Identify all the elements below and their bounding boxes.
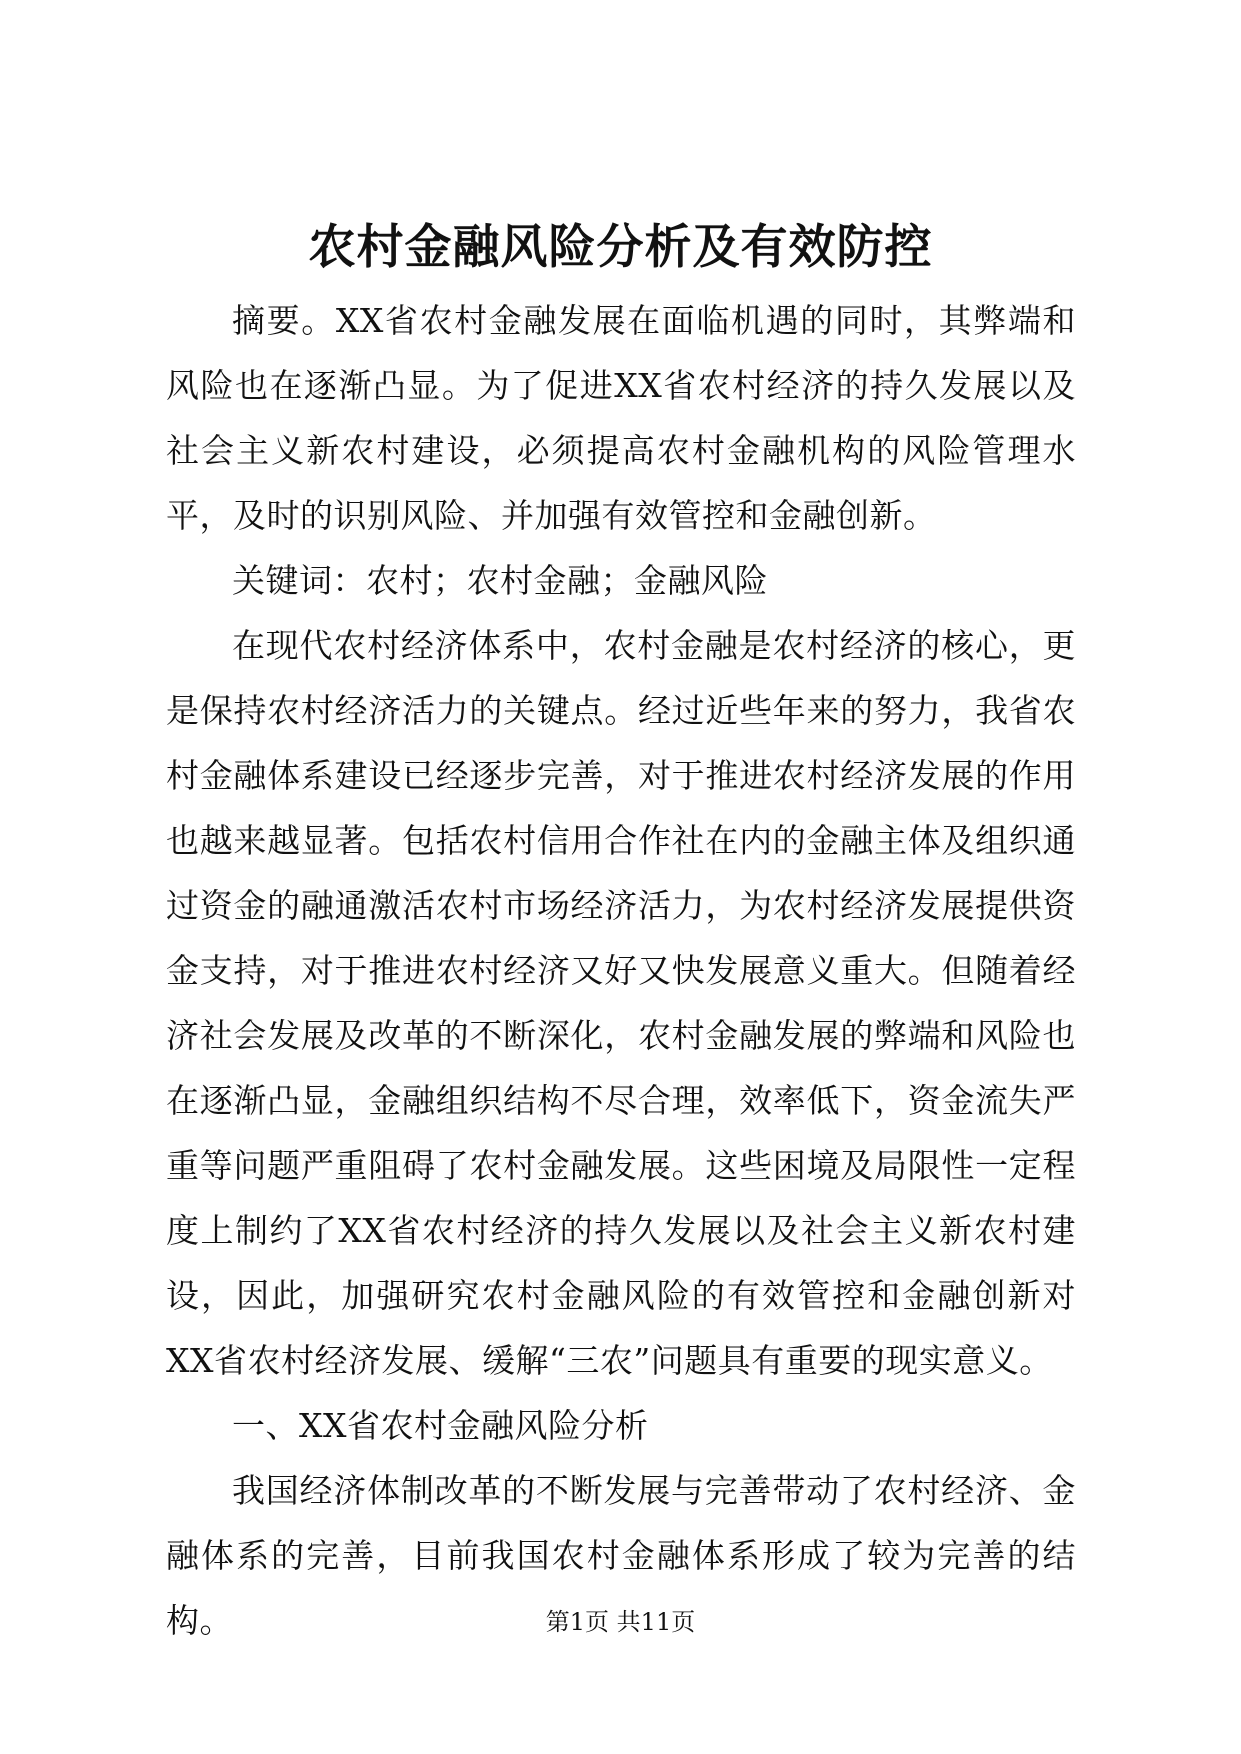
introduction-paragraph: 在现代农村经济体系中，农村金融是农村经济的核心，更是保持农村经济活力的关键点。经过近些年来的努力，我省农村金融体系建设已经逐步完善，对于推进农村经济发展的作用也越来越显著。包括农村信用合作社在内的金融主体及组织通过资金的融通激活农村市场经济活力，为农村经济发展提供资金支持，对于推进农村经济又好又快发展意义重大。但随着经济社会发展及改革的不断深化，农村金融发展的弊端和风险也在逐渐凸显，金融组织结构不尽合理，效率低下，资金流失严重等问题严重阻碍了农村金融发展。这些困境及局限性一定程度上制约了XX省农村经济的持久发展以及社会主义新农村建设，因此，加强研究农村金融风险的有效管控和金融创新对XX省农村经济发展、缓解“三农”问题具有重要的现实意义。 [166, 626, 1076, 1380]
abstract-paragraph: 摘要。XX省农村金融发展在面临机遇的同时，其弊端和风险也在逐渐凸显。为了促进XX省农村经济的持久发展以及社会主义新农村建设，必须提高农村金融机构的风险管理水平，及时的识别风险、并加强有效管控和金融创新。 [166, 301, 1076, 535]
document-title: 农村金融风险分析及有效防控 [308, 220, 933, 275]
section-paragraph: 我国经济体制改革的不断发展与完善带动了农村经济、金融体系的完善，目前我国农村金融体系形成了较为完善的结构。 [166, 1471, 1076, 1640]
section-heading: 一、XX省农村金融风险分析 [232, 1406, 649, 1445]
keywords-paragraph: 关键词：农村；农村金融；金融风险 [232, 561, 768, 600]
document-body [166, 288, 1076, 1653]
page-footer: 第1页 共11页 [545, 1608, 696, 1636]
